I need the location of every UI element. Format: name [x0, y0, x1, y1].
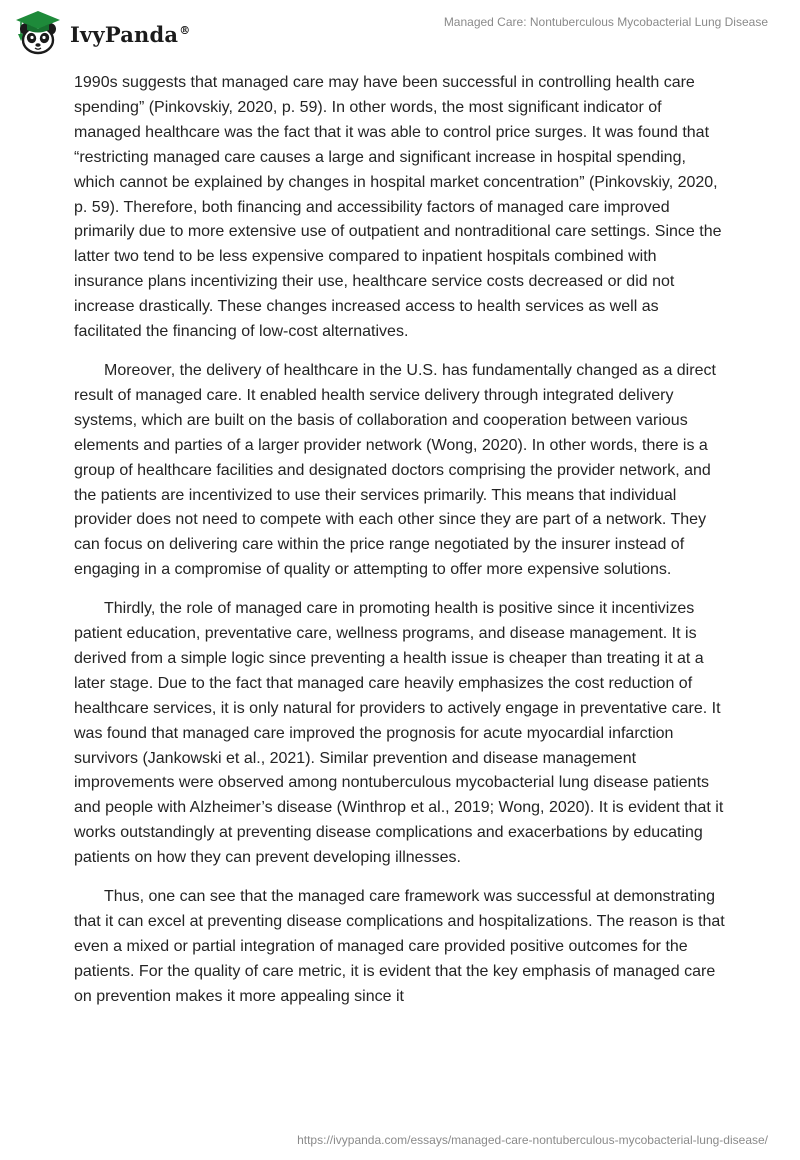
site-logo[interactable] — [12, 8, 190, 56]
panda-graduate-icon — [12, 8, 64, 56]
paragraph-3: Thirdly, the role of managed care in promoting health is positive since it incentivizes patient education, preventative care, wellness programs, and disease management. It is derived from a simple logic since preventing a health issue is cheaper than treating it at a later stage. Due to the fact that managed care heavily emphasizes the cost reduction of healthcare services, it is only natural for providers to actively engage in preventative care. It was found that managed care improved the prognosis for acute myocardial infarction survivors (Jankowski et al., 2021). Similar prevention and disease management improvements were observed among nontuberculous mycobacterial lung disease patients and people with Alzheimer’s disease (Winthrop et al., 2019; Wong, 2020). It is evident that it works outstandingly at preventing disease complications and exacerbations by educating patients on how they can prevent developing illnesses. — [74, 600, 724, 867]
document-title: Managed Care: Nontuberculous Mycobacterial Lung Disease — [443, 15, 768, 29]
logo-wordmark: IvyPanda® — [70, 21, 191, 47]
page-header — [0, 0, 800, 64]
paragraph-1: 1990s suggests that managed care may have been successful in controlling health care spending” (Pinkovskiy, 2020, p. 59). In other words, the most significant indicator of managed healthcare was the fact that it was able to control price surges. It was found that “restricting managed care causes a large and significant increase in hospital spending, which cannot be explained by changes in hospital market concentration” (Pinkovskiy, 2020, p. 59). Therefore, both financing and accessibility factors of managed care improved primarily due to more extensive use of outpatient and nontraditional care settings. Since the latter two tend to be less expensive compared to inpatient hospitals combined with insurance plans incentivizing their use, healthcare service costs decreased or did not increase drastically. These changes increased access to health services as well as facilitated the financing of low-cost alternatives. — [74, 74, 722, 341]
paragraph-2: Moreover, the delivery of healthcare in the U.S. has fundamentally changed as a direct result of managed care. It enabled health service delivery through integrated delivery systems, which are built on the basis of collaboration and cooperation between various elements and parties of a larger provider network (Wong, 2020). In other words, there is a group of healthcare facilities and designated doctors comprising the provider network, and the patients are incentivized to use their services primarily. This means that individual provider does not need to compete with each other since they are part of a network. They can focus on delivering care within the price range negotiated by the insurer instead of engaging in a compromise of quality or attempting to offer more expensive solutions. — [74, 361, 716, 579]
paragraph-4: Thus, one can see that the managed care framework was successful at demonstrating that it can excel at preventing disease complications and hospitalizations. The reason is that even a mixed or partial integration of managed care provided positive outcomes for the patients. For the quality of care metric, it is evident that the key emphasis of managed care on prevention makes it more appealing since it — [74, 888, 725, 1005]
source-url[interactable]: https://ivypanda.com/essays/managed-care-nontuberculous-mycobacterial-lung-disease/ — [297, 1133, 768, 1147]
essay-body — [74, 71, 726, 1024]
